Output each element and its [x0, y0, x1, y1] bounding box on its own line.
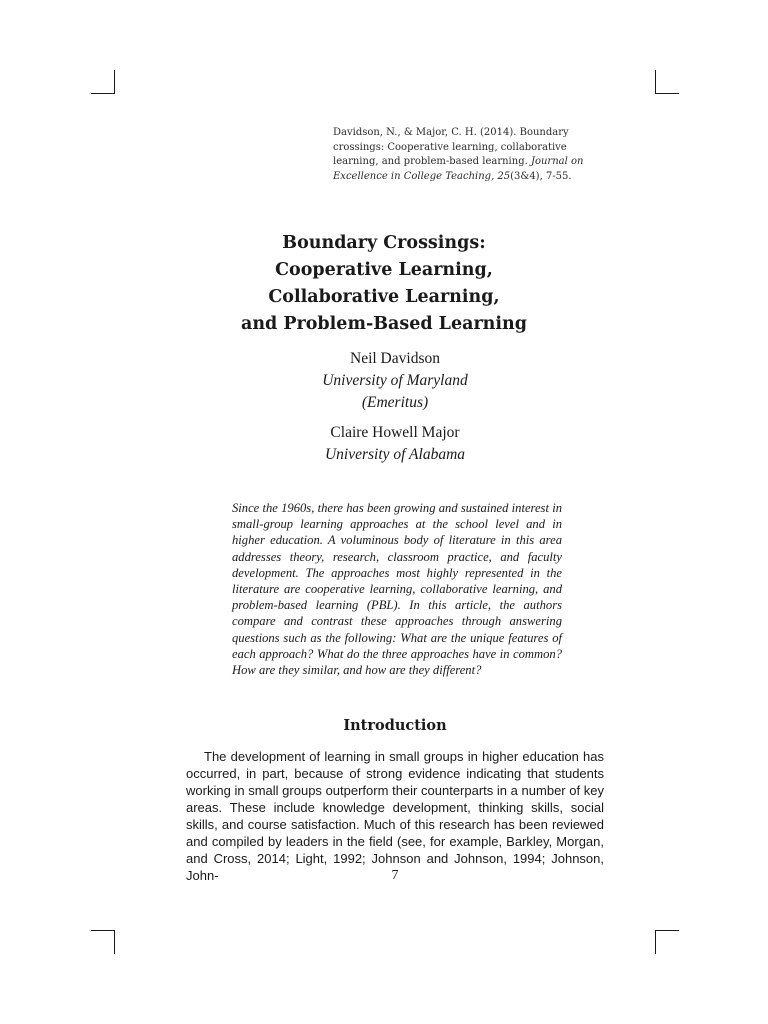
- crop-mark-bottom-left-horizontal: [91, 930, 115, 931]
- page-number: 7: [391, 868, 399, 883]
- introduction-paragraph: The development of learning in small groups in higher education has occurred, in part, because of strong evidence indicating that students working in small groups outperform their counterparts in a number of key areas. These include knowledge development, thinking skills, social skills, and course satisfaction. Much of this research has been reviewed and compiled by leaders in the field (see, for example, Barkley, Morgan, and Cross, 2014; Light, 1992; Johnson and Johnson, 1994; Johnson, John-: [186, 749, 604, 883]
- section-heading-introduction: Introduction: [343, 717, 447, 734]
- title-line-2: Cooperative Learning,: [275, 260, 493, 280]
- crop-mark-bottom-right-vertical: [655, 930, 656, 954]
- author-name: Claire Howell Major: [330, 424, 460, 441]
- author-affiliation: University of Maryland: [322, 372, 468, 389]
- abstract: Since the 1960s, there has been growing and sustained interest in small-group learning approaches at the school level and in higher education. A voluminous body of literature in this area addresses theory, research, classroom practice, and faculty development. The approaches most highly represented in the literature are cooperative learning, collaborative learning, and problem-based learning (PBL). In this article, the authors compare and contrast these approaches through answering questions such as the following: What are the unique features of each approach? What do the three approaches have in common? How are they similar, and how are they different?: [232, 501, 562, 678]
- citation-journal: Journal on Excellence in College Teaching, 25: [333, 156, 584, 182]
- title-line-1: Boundary Crossings:: [282, 233, 486, 253]
- author-affiliation-note: (Emeritus): [361, 394, 429, 411]
- title-line-3: Collaborative Learning,: [268, 287, 500, 307]
- title-line-4: and Problem-Based Learning: [240, 314, 527, 334]
- crop-mark-top-right-vertical: [655, 70, 656, 94]
- crop-mark-top-left-horizontal: [91, 93, 115, 94]
- crop-mark-bottom-right-horizontal: [655, 930, 679, 931]
- citation-issue-pages: (3&4), 7-55.: [510, 170, 572, 182]
- citation: [333, 126, 595, 184]
- author-affiliation: University of Alabama: [324, 446, 466, 463]
- author-block: [0, 348, 768, 466]
- citation-authors: Davidson, N., & Major, C. H. (2014). Boundary crossings: Cooperative learning, collaborative learning, and problem-based learning.: [333, 127, 569, 167]
- crop-mark-bottom-left-vertical: [114, 930, 115, 954]
- author-name: Neil Davidson: [350, 350, 440, 367]
- crop-mark-top-left-vertical: [114, 70, 115, 94]
- paper-title: [0, 230, 768, 338]
- crop-mark-top-right-horizontal: [655, 93, 679, 94]
